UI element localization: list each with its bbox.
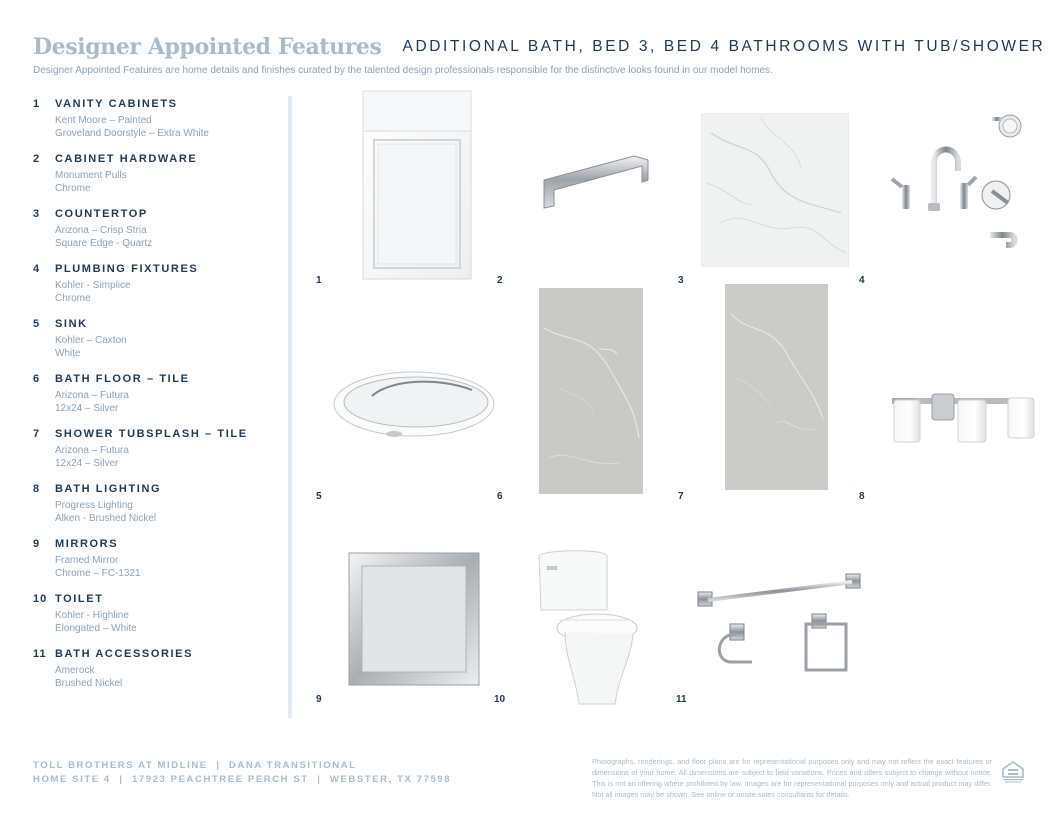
feature-name: MIRRORS <box>55 538 119 550</box>
feature-number: 10 <box>33 593 48 605</box>
feature-detail: Arizona – Futura <box>55 445 129 456</box>
community-line: TOLL BROTHERS AT MIDLINE | DANA TRANSITIONAL <box>33 760 357 771</box>
feature-item <box>33 593 283 648</box>
page-title: Designer Appointed Features <box>33 34 382 60</box>
feature-number: 6 <box>33 373 41 385</box>
title-row <box>33 34 1046 60</box>
feature-number: 11 <box>33 648 47 660</box>
feature-detail: Amerock <box>55 665 95 676</box>
feature-name: BATH FLOOR – TILE <box>55 373 190 385</box>
framed-mirror-image <box>348 552 480 686</box>
feature-detail: White <box>55 348 81 359</box>
feature-detail: Brushed Nickel <box>55 678 123 689</box>
feature-detail: Chrome – FC-1321 <box>55 568 141 579</box>
vanity-light-fixture-image <box>888 390 1036 446</box>
image-label: 1 <box>316 275 322 286</box>
feature-name: SHOWER TUBSPLASH – TILE <box>55 428 248 440</box>
vertical-divider <box>288 96 292 718</box>
feature-name: SINK <box>55 318 88 330</box>
feature-detail: Alken - Brushed Nickel <box>55 513 157 524</box>
legal-disclaimer: Photographs, renderings, and floor plans are for representational purposes only and may not reflect the exact features or dimensions of your home. All dimensions are subject to field variations. Prices and offers subject to change without notice. This is not an offering where prohibited by law. Images are for representational purposes only and actual product may differ. Not all images may be shown. See online or onsite sales consultants for details. <box>592 757 992 799</box>
community-info <box>33 759 451 787</box>
bath-accessories-image <box>696 572 864 676</box>
feature-item <box>33 263 283 318</box>
quartz-countertop-image <box>701 113 849 267</box>
feature-list <box>33 98 283 703</box>
image-label: 9 <box>316 694 322 705</box>
page-header <box>33 34 1046 76</box>
feature-name: TOILET <box>55 593 104 605</box>
feature-number: 5 <box>33 318 41 330</box>
feature-name: PLUMBING FIXTURES <box>55 263 199 275</box>
intro-text: Designer Appointed Features are home details and finishes curated by the talented design professionals responsible for the distinctive looks found in our model homes. <box>33 65 773 76</box>
feature-detail: Chrome <box>55 183 91 194</box>
feature-item <box>33 538 283 593</box>
feature-detail: Groveland Doorstyle – Extra White <box>55 128 209 139</box>
image-label: 11 <box>676 694 687 705</box>
feature-detail: Elongated – White <box>55 623 137 634</box>
feature-detail: Arizona – Futura <box>55 390 129 401</box>
image-label: 4 <box>859 275 865 286</box>
feature-item <box>33 428 283 483</box>
image-label: 3 <box>678 275 684 286</box>
feature-name: BATH LIGHTING <box>55 483 162 495</box>
feature-number: 4 <box>33 263 41 275</box>
cabinet-pull-image <box>538 150 654 212</box>
vanity-cabinet-door-image <box>362 90 472 280</box>
feature-detail: 12x24 – Silver <box>55 458 119 469</box>
undermount-sink-image <box>332 368 497 446</box>
feature-item <box>33 318 283 373</box>
floor-tile-image <box>539 288 643 494</box>
image-label: 7 <box>678 491 684 502</box>
feature-detail: Kohler – Caxton <box>55 335 127 346</box>
feature-item <box>33 208 283 263</box>
feature-number: 9 <box>33 538 41 550</box>
feature-name: COUNTERTOP <box>55 208 148 220</box>
feature-number: 2 <box>33 153 41 165</box>
feature-detail: Kent Moore – Painted <box>55 115 152 126</box>
image-label: 2 <box>497 275 503 286</box>
feature-name: CABINET HARDWARE <box>55 153 198 165</box>
feature-detail: Kohler - Highline <box>55 610 129 621</box>
feature-item <box>33 153 283 208</box>
page-subtitle: ADDITIONAL BATH, BED 3, BED 4 BATHROOMS WITH TUB/SHOWER <box>402 38 1046 55</box>
shower-tile-image <box>725 284 828 490</box>
feature-number: 7 <box>33 428 41 440</box>
feature-detail: Kohler - Simplice <box>55 280 131 291</box>
feature-name: VANITY CABINETS <box>55 98 178 110</box>
image-label: 6 <box>497 491 503 502</box>
feature-detail: Square Edge - Quartz <box>55 238 153 249</box>
toilet-image <box>535 548 639 708</box>
feature-detail: Arizona – Crisp Stria <box>55 225 147 236</box>
equal-housing-opportunity-icon <box>1000 758 1026 784</box>
feature-item <box>33 483 283 538</box>
feature-number: 8 <box>33 483 41 495</box>
image-label: 5 <box>316 491 322 502</box>
feature-detail: 12x24 – Silver <box>55 403 119 414</box>
feature-detail: Chrome <box>55 293 91 304</box>
image-label: 10 <box>494 694 506 705</box>
plumbing-fixtures-image <box>888 105 1028 255</box>
feature-item <box>33 648 283 703</box>
feature-number: 3 <box>33 208 41 220</box>
feature-detail: Framed Mirror <box>55 555 119 566</box>
feature-detail: Progress Lighting <box>55 500 133 511</box>
feature-item <box>33 373 283 428</box>
feature-item <box>33 98 283 153</box>
image-label: 8 <box>859 491 865 502</box>
address-line: HOME SITE 4 | 17923 PEACHTREE PERCH ST | WEBSTER, TX 77598 <box>33 774 452 785</box>
feature-detail: Monument Pulls <box>55 170 127 181</box>
feature-number: 1 <box>33 98 41 110</box>
feature-name: BATH ACCESSORIES <box>55 648 194 660</box>
